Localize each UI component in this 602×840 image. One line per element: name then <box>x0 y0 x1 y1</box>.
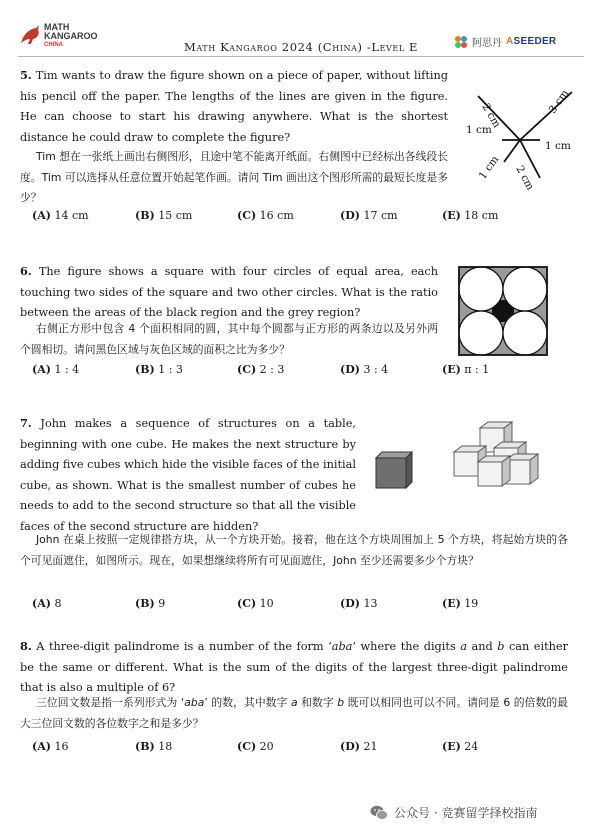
aseeder-logo-icon <box>454 35 468 49</box>
label-1cm-lower: 1 cm <box>476 153 502 182</box>
option-b[interactable]: (B) 1 : 3 <box>135 363 183 376</box>
question-7-zh: John 在桌上按照一定规律搭方块，从一个方块开始。接着，他在这个方块周围加上 5 个方块，将起始方块的各个可见面遮住，如图所示。现在，如果想继续将所有可见面遮住，John 至少还需要多少个方块？ <box>20 533 568 567</box>
option-d[interactable]: (D) 21 <box>340 740 378 753</box>
question-5-figure <box>460 84 588 196</box>
single-cube-figure <box>372 448 416 492</box>
wechat-watermark: 公众号 · 竞赛留学择校指南 <box>370 804 537 821</box>
brand-chinese: 阿思丹 <box>472 38 502 49</box>
option-b[interactable]: (B) 15 cm <box>135 209 193 222</box>
option-e[interactable]: (E) 19 <box>442 597 479 610</box>
question-6-zh: 右侧正方形中包含 4 个面积相同的圆，其中每个圆都与正方形的两条边以及另外两个圆相切。请问黑色区域与灰色区域的面积之比为多少？ <box>20 322 438 356</box>
question-8-zh: 三位回文数是指一系列形式为 ‘aba’ 的数，其中数字 a 和数字 b 既可以相同也可以不同。请问是 6 的倍数的最大三位回文数的各位数字之和是多少？ <box>20 696 568 730</box>
option-a[interactable]: (A) 14 cm <box>32 209 89 222</box>
option-d[interactable]: (D) 13 <box>340 597 378 610</box>
option-c[interactable]: (C) 20 <box>237 740 274 753</box>
question-6-en: 6. The figure shows a square with four circles of equal area, each touching two sides of the square and two other circles. What is the ratio between the areas of the black region and the grey region? <box>20 264 438 319</box>
label-2cm-lower: 2 cm <box>513 163 537 193</box>
circle-bottom-right <box>503 311 547 355</box>
option-e[interactable]: (E) π : 1 <box>442 363 490 376</box>
option-c[interactable]: (C) 2 : 3 <box>237 363 285 376</box>
circle-bottom-left <box>459 311 503 355</box>
page-title: Math Kangaroo 2024 (China) -Level E <box>183 40 419 54</box>
option-a[interactable]: (A) 8 <box>32 597 62 610</box>
option-e[interactable]: (E) 18 cm <box>442 209 499 222</box>
option-b[interactable]: (B) 9 <box>135 597 166 610</box>
circle-top-right <box>503 267 547 311</box>
label-2cm-upper: 2 cm <box>479 101 503 130</box>
question-5-en: 5. Tim wants to draw the figure shown on a piece of paper, without lifting his pencil off the paper. The lengths of the lines are given in the figure. He can choose to start his drawing anywhere. What is the shortest distance he could draw to complete the figure? <box>20 68 449 144</box>
wechat-icon <box>370 805 388 821</box>
label-1cm-left: 1 cm <box>466 124 492 136</box>
question-8-en: 8. A three-digit palindrome is a number of the form ‘aba’ where the digits a and b can either be the same or different. What is the sum of the digits of the largest three-digit palindrome that is also a multiple of 6? <box>20 639 568 694</box>
math-kangaroo-logo: MATH KANGAROO CHINA <box>44 22 98 48</box>
option-b[interactable]: (B) 18 <box>135 740 173 753</box>
option-d[interactable]: (D) 3 : 4 <box>340 363 389 376</box>
option-e[interactable]: (E) 24 <box>442 740 479 753</box>
circle-top-left <box>459 267 503 311</box>
aseeder-brand <box>454 34 556 49</box>
option-a[interactable]: (A) 1 : 4 <box>32 363 80 376</box>
option-c[interactable]: (C) 10 <box>237 597 274 610</box>
brand-english: ASEEDER <box>506 36 557 47</box>
question-6-figure <box>458 266 548 356</box>
label-3cm: 3 cm <box>546 87 572 116</box>
label-1cm-right: 1 cm <box>545 140 571 152</box>
question-5-zh: Tim 想在一张纸上画出右侧图形，且途中笔不能离开纸面。右侧图中已经标出各线段长度。Tim 可以选择从任意位置开始起笔作画。请问 Tim 画出这个图形所需的最短长度是多少？ <box>20 150 448 204</box>
five-cube-structure-figure <box>450 420 550 498</box>
question-7-en: 7. John makes a sequence of structures on a table, beginning with one cube. He makes the next structure by adding five cubes which hide the visible faces of the initial cube, as shown. What is the smallest number of cubes he needs to add to the second structure so that all the visible faces of the second structure are hidden? <box>20 416 356 533</box>
option-a[interactable]: (A) 16 <box>32 740 69 753</box>
segment-1cm-lower <box>504 140 520 162</box>
option-d[interactable]: (D) 17 cm <box>340 209 398 222</box>
option-c[interactable]: (C) 16 cm <box>237 209 294 222</box>
header-divider <box>18 56 584 57</box>
